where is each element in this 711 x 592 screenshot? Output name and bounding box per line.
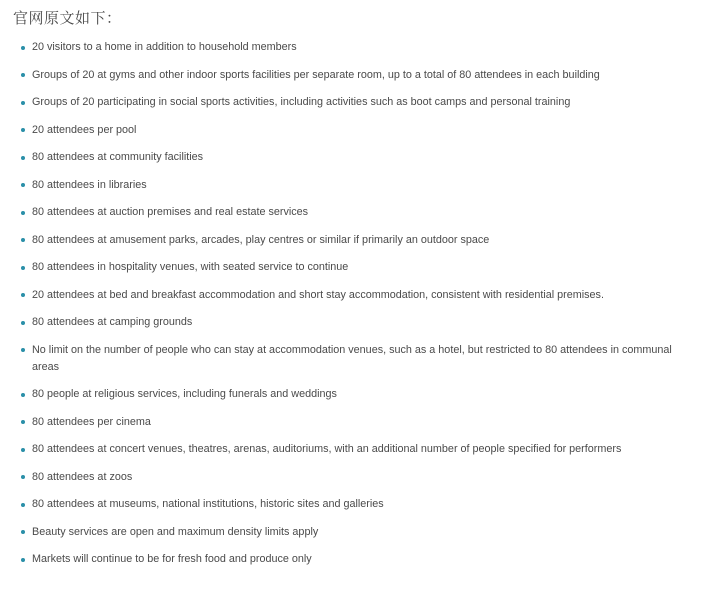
bullet-icon [21, 156, 25, 160]
list-item [0, 314, 711, 331]
list-item [0, 414, 711, 431]
list-item-text: 80 attendees at concert venues, theatres, arenas, auditoriums, with an additional number of people specified for performers [32, 443, 622, 455]
list-item [0, 39, 711, 56]
list-item-text: 20 visitors to a home in addition to household members [32, 41, 297, 53]
bullet-icon [21, 558, 25, 562]
list-item [0, 122, 711, 139]
list-item-text: 80 attendees in libraries [32, 178, 147, 191]
bullet-icon [21, 503, 25, 507]
list-item-text: 80 attendees in hospitality venues, with seated service to continue [32, 261, 349, 273]
list-item [0, 551, 711, 568]
list-item-text: 80 attendees at amusement parks, arcades, play centres or similar if primarily an outdoor space [32, 233, 490, 246]
bullet-icon [21, 393, 25, 397]
list-item-text: 80 attendees at community facilities [32, 151, 204, 163]
page-heading: 官网原文如下： [13, 9, 122, 27]
list-item [0, 524, 711, 541]
bullet-icon [21, 101, 25, 105]
restrictions-list [0, 39, 711, 579]
bullet-icon [21, 348, 25, 352]
list-item [0, 287, 711, 304]
bullet-icon [21, 530, 25, 534]
bullet-icon [21, 211, 25, 215]
list-item-text: Beauty services are open and maximum density limits apply [32, 525, 319, 538]
list-item [0, 177, 711, 194]
bullet-icon [21, 238, 25, 242]
bullet-icon [21, 293, 25, 297]
list-item [0, 232, 711, 249]
list-item-text: 20 attendees per pool [32, 123, 137, 136]
bullet-icon [21, 420, 25, 424]
bullet-icon [21, 128, 25, 132]
list-item-text: Groups of 20 at gyms and other indoor sports facilities per separate room, up to a total of 80 attendees in each building [32, 68, 600, 81]
list-item [0, 149, 711, 166]
list-item [0, 496, 711, 513]
list-item [0, 386, 711, 403]
list-item-text: No limit on the number of people who can stay at accommodation venues, such as a hotel, but restricted to 80 attendees in communal areas [32, 343, 672, 373]
bullet-icon [21, 73, 25, 77]
list-item [0, 259, 711, 276]
list-item-text: 80 attendees at zoos [32, 470, 133, 483]
bullet-icon [21, 475, 25, 479]
bullet-icon [21, 321, 25, 325]
list-item [0, 67, 711, 84]
list-item [0, 204, 711, 221]
list-item-text: 80 attendees at auction premises and real estate services [32, 206, 309, 218]
list-item [0, 342, 711, 376]
bullet-icon [21, 266, 25, 270]
list-item-text: 20 attendees at bed and breakfast accommodation and short stay accommodation, consistent with residential premises. [32, 288, 604, 301]
bullet-icon [21, 448, 25, 452]
list-item-text: Groups of 20 participating in social sports activities, including activities such as boot camps and personal training [32, 96, 571, 108]
list-item-text: 80 people at religious services, including funerals and weddings [32, 388, 337, 400]
list-item [0, 441, 711, 458]
list-item-text: Markets will continue to be for fresh food and produce only [32, 553, 312, 565]
list-item [0, 469, 711, 486]
list-item [0, 94, 711, 111]
list-item-text: 80 attendees per cinema [32, 415, 151, 428]
bullet-icon [21, 46, 25, 50]
list-item-text: 80 attendees at museums, national institutions, historic sites and galleries [32, 498, 384, 510]
bullet-icon [21, 183, 25, 187]
list-item-text: 80 attendees at camping grounds [32, 316, 193, 328]
